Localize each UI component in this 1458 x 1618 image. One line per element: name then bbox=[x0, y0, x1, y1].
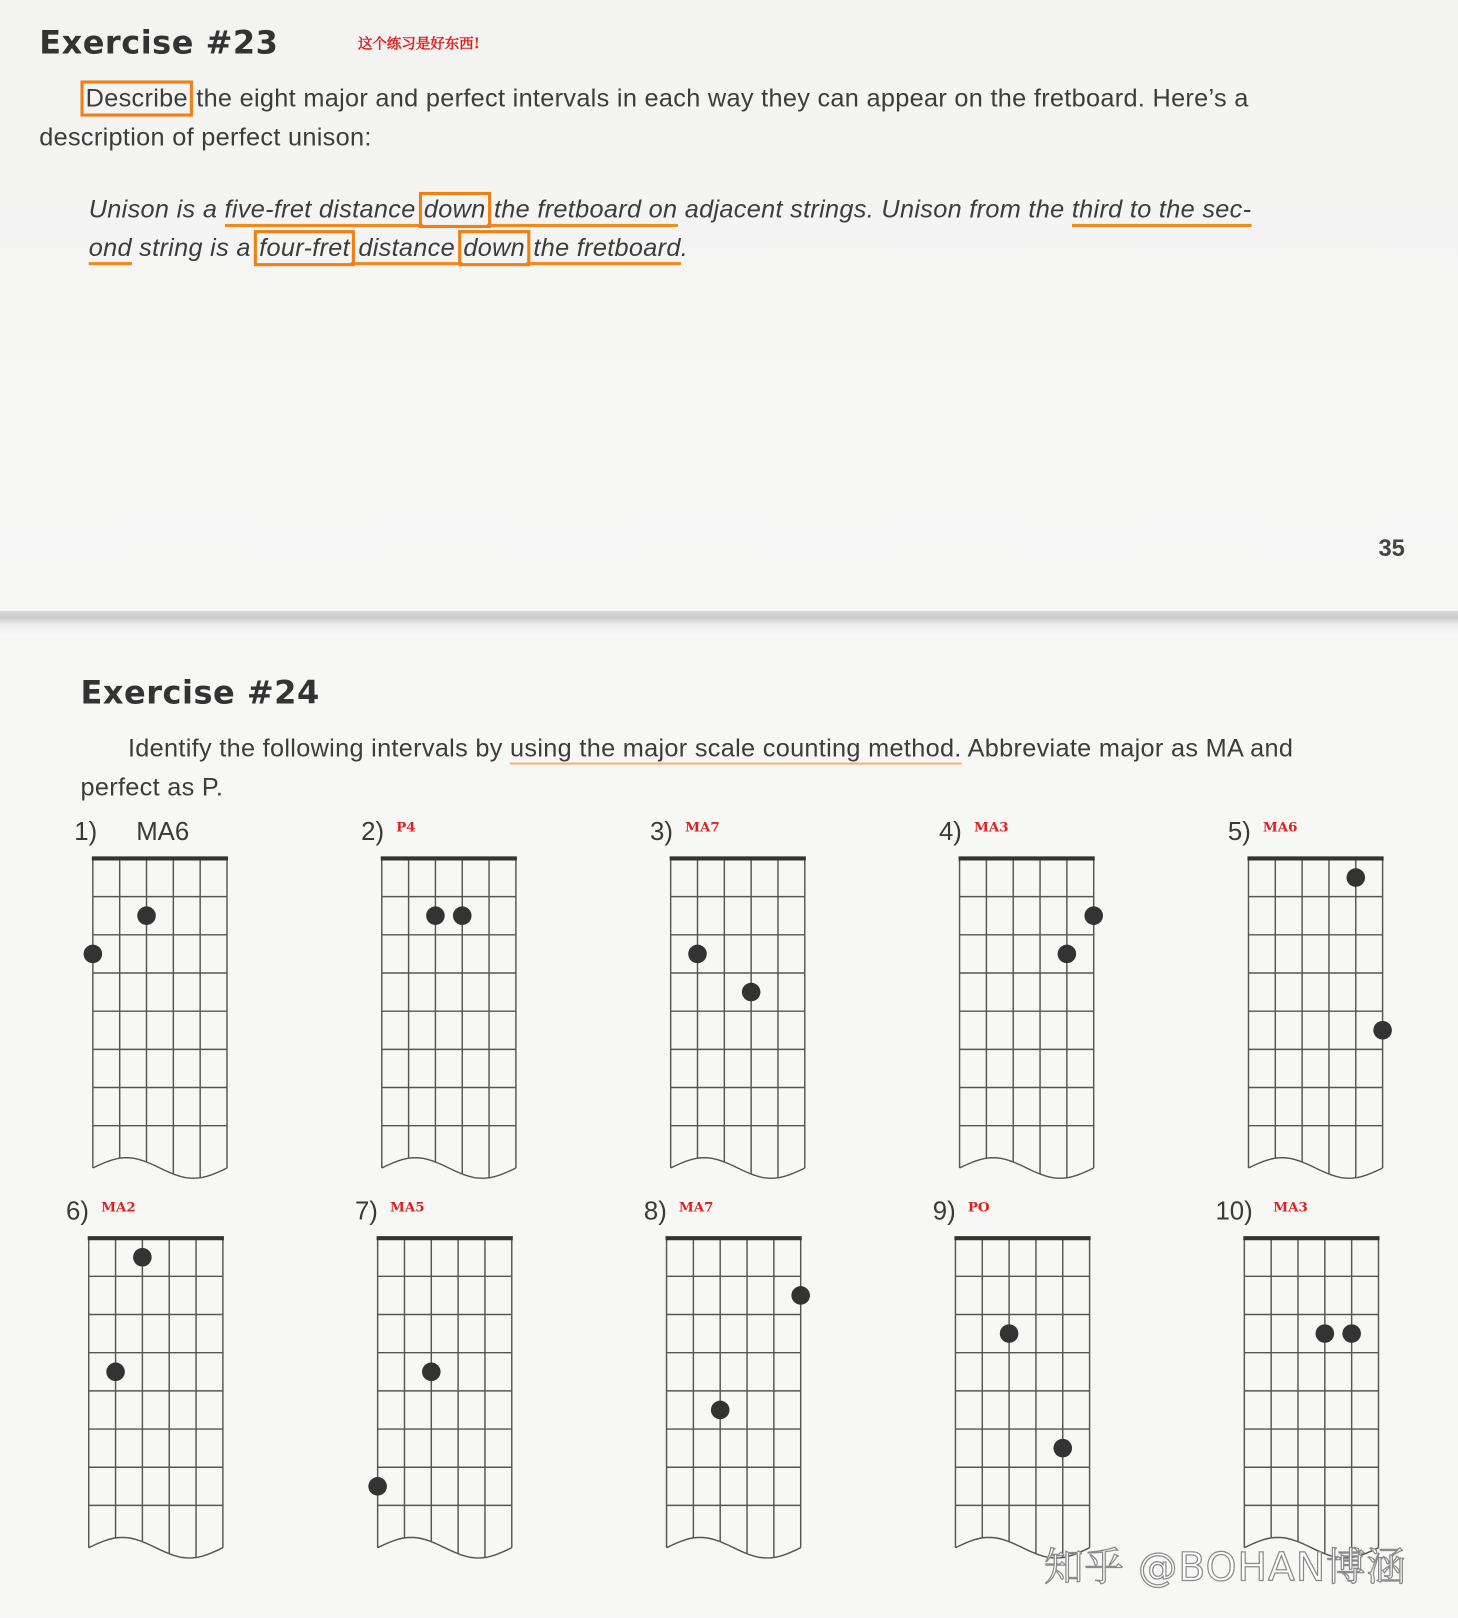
underlined-text: the fretboard bbox=[526, 234, 681, 265]
finger-dot bbox=[426, 906, 445, 925]
diagram-number: 9) bbox=[932, 1196, 956, 1226]
interval-answer: PO bbox=[967, 1199, 990, 1216]
text-line bbox=[80, 774, 223, 803]
watermark: 知乎 @BOHAN博涵 bbox=[1044, 1544, 1407, 1591]
fretboard-grid bbox=[83, 854, 238, 1190]
exercise-24-title: Exercise #24 bbox=[80, 674, 320, 712]
finger-dot bbox=[1346, 868, 1365, 887]
underlined-text: ond bbox=[89, 234, 132, 265]
interval-answer: MA3 bbox=[974, 820, 1009, 836]
fretboard-grid bbox=[949, 854, 1104, 1190]
finger-dot bbox=[1373, 1021, 1392, 1040]
diagram-number: 10) bbox=[1215, 1196, 1253, 1226]
underlined-text: the fretboard on bbox=[487, 196, 678, 227]
page-divider bbox=[0, 611, 1458, 634]
diagram-number: 6) bbox=[66, 1196, 89, 1226]
interval-answer: MA2 bbox=[101, 1199, 136, 1216]
interval-answer: MA6 bbox=[136, 817, 190, 847]
fretboard-grid bbox=[367, 1234, 522, 1570]
diagram-number: 2) bbox=[361, 817, 385, 847]
finger-dot bbox=[106, 1362, 125, 1381]
text-segment: perfect as P. bbox=[80, 773, 224, 802]
boxed-word: four-fret bbox=[259, 234, 350, 263]
interval-answer: MA7 bbox=[685, 820, 720, 836]
text-segment: string is a bbox=[131, 234, 259, 263]
finger-dot bbox=[1084, 906, 1103, 925]
text-segment: adjacent strings. Unison from the bbox=[677, 196, 1072, 224]
page-35 bbox=[0, 0, 1458, 611]
underlined-text: using the major scale counting method. bbox=[510, 735, 962, 765]
interval-answer: MA7 bbox=[678, 1199, 714, 1216]
interval-answer: MA5 bbox=[390, 1199, 425, 1216]
underlined-text: distance bbox=[351, 234, 462, 265]
text-line bbox=[89, 234, 688, 263]
text-segment: . bbox=[680, 234, 689, 263]
fretboard-grid bbox=[656, 1234, 811, 1570]
text-line bbox=[89, 196, 1252, 225]
finger-dot bbox=[1000, 1324, 1019, 1343]
diagram-number: 1) bbox=[74, 817, 98, 847]
text-segment: Identify the following intervals by bbox=[127, 734, 511, 763]
finger-dot bbox=[368, 1477, 387, 1496]
text-line bbox=[128, 735, 1293, 764]
text-segment: the eight major and perfect intervals in each way they can appear on the fretboard. Here’s a bbox=[188, 84, 1249, 113]
text-line bbox=[39, 124, 371, 153]
finger-dot bbox=[1316, 1324, 1335, 1343]
diagram-number: 5) bbox=[1227, 817, 1251, 847]
fretboard-break-edge bbox=[378, 1537, 512, 1557]
fretboard-grid bbox=[660, 854, 815, 1190]
finger-dot bbox=[453, 906, 472, 925]
fretboard-break-edge bbox=[667, 1537, 801, 1557]
text-line bbox=[85, 85, 1249, 114]
finger-dot bbox=[422, 1362, 441, 1381]
interval-answer: MA3 bbox=[1273, 1199, 1308, 1216]
finger-dot bbox=[133, 1248, 152, 1267]
text-segment: Abbreviate major as MA and bbox=[961, 734, 1294, 763]
underlined-text: third to the sec- bbox=[1072, 196, 1252, 227]
finger-dot bbox=[791, 1286, 810, 1305]
fretboard-break-edge bbox=[382, 1158, 516, 1178]
underlined-text: five-fret distance bbox=[225, 196, 423, 227]
diagram-number: 3) bbox=[650, 817, 673, 847]
fretboard-break-edge bbox=[93, 1158, 227, 1178]
boxed-word: down bbox=[423, 196, 486, 224]
finger-dot bbox=[84, 945, 103, 964]
diagram-number: 4) bbox=[938, 817, 962, 847]
fretboard-break-edge bbox=[960, 1158, 1094, 1178]
fretboard-grid bbox=[1238, 854, 1393, 1190]
handwritten-note: 这个练习是好东西! bbox=[358, 36, 480, 53]
fretboard-grid bbox=[78, 1234, 233, 1570]
finger-dot bbox=[742, 983, 761, 1002]
finger-dot bbox=[688, 945, 707, 964]
fretboard-grid bbox=[371, 854, 526, 1190]
interval-answer: P4 bbox=[396, 820, 416, 836]
finger-dot bbox=[1342, 1324, 1361, 1343]
fretboard-break-edge bbox=[89, 1537, 223, 1557]
text-segment: Unison is a bbox=[88, 196, 225, 224]
boxed-word: down bbox=[463, 234, 526, 263]
exercise-23-title: Exercise #23 bbox=[39, 24, 279, 62]
diagram-number: 8) bbox=[643, 1196, 667, 1226]
finger-dot bbox=[1053, 1439, 1072, 1458]
fretboard-break-edge bbox=[1248, 1158, 1382, 1178]
page-number: 35 bbox=[1378, 534, 1405, 562]
finger-dot bbox=[137, 906, 156, 925]
diagram-number: 7) bbox=[354, 1196, 378, 1226]
interval-answer: MA6 bbox=[1262, 820, 1298, 836]
boxed-word: Describe bbox=[85, 84, 188, 113]
fretboard-grid bbox=[1234, 1234, 1389, 1570]
finger-dot bbox=[1058, 945, 1077, 964]
fretboard-grid bbox=[945, 1234, 1100, 1570]
finger-dot bbox=[711, 1401, 730, 1420]
text-segment: description of perfect unison: bbox=[39, 123, 372, 152]
fretboard-break-edge bbox=[671, 1158, 805, 1178]
